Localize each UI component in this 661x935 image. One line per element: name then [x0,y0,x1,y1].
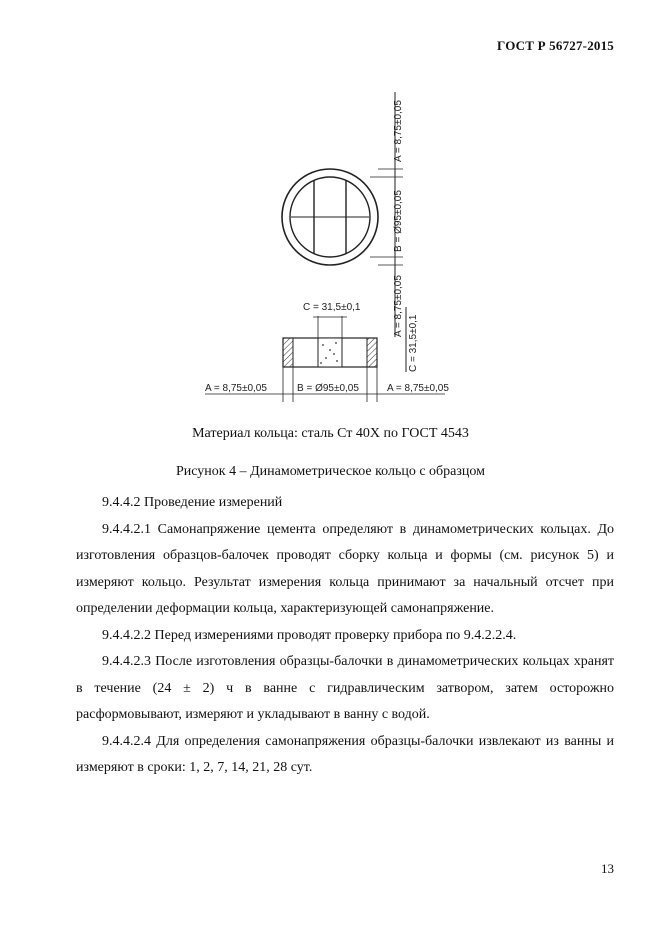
label-c-top: C = 31,5±0,1 [303,302,361,313]
paragraph-9-4-4-2-2: 9.4.4.2.2 Перед измерениями проводят проверку прибора по 9.4.2.2.4. [102,627,517,643]
material-note: Материал кольца: сталь Ст 40Х по ГОСТ 4543 [192,426,469,441]
ring-top-view [282,169,378,265]
page-number: 13 [601,861,614,876]
label-a-mid: A = 8,75±0,05 [393,275,404,337]
paragraph-9-4-4-2-3: 9.4.4.2.3 После изготовления образцы-балочки в динамометрических кольцах хранят в течение (24 ± 2) ч в ванне с гидравлическим затвором, затем осторожно расформовывают, измеряют и укладывают в ванну с водой. [76,654,614,722]
paragraph-9-4-4-2-4: 9.4.4.2.4 Для определения самонапряжения образцы-балочки извлекают из ванны и измеряют в сроки: 1, 2, 7, 14, 21, 28 сут. [76,733,614,775]
figure-caption: Рисунок 4 – Динамометрическое кольцо с образцом [175,464,486,479]
label-a-left: A = 8,75±0,05 [205,383,267,394]
section-heading: 9.4.4.2 Проведение измерений [102,495,283,510]
paragraph-9-4-4-2-1: 9.4.4.2.1 Самонапряжение цемента определяют в динамометрических кольцах. До изготовления образцов-балочек проводят сборку кольца и формы (см. рисунок 5) и измеряют кольцо. Результат измерения кольца принимают за начальный отсчет при определении деформации кольца, характеризующей самонапряжение. [76,521,614,616]
label-b-vertical: B = Ø95±0,05 [393,190,404,252]
label-c-vertical: C = 31,5±0,1 [408,314,419,372]
label-a-top: A = 8,75±0,05 [393,100,404,162]
body-text [76,490,614,782]
document-code: ГОСТ Р 56727-2015 [497,38,614,53]
ring-drawing [195,82,449,412]
label-a-right: A = 8,75±0,05 [387,383,449,394]
ring-diagram [195,82,449,412]
label-b-bottom: B = Ø95±0,05 [297,383,359,394]
